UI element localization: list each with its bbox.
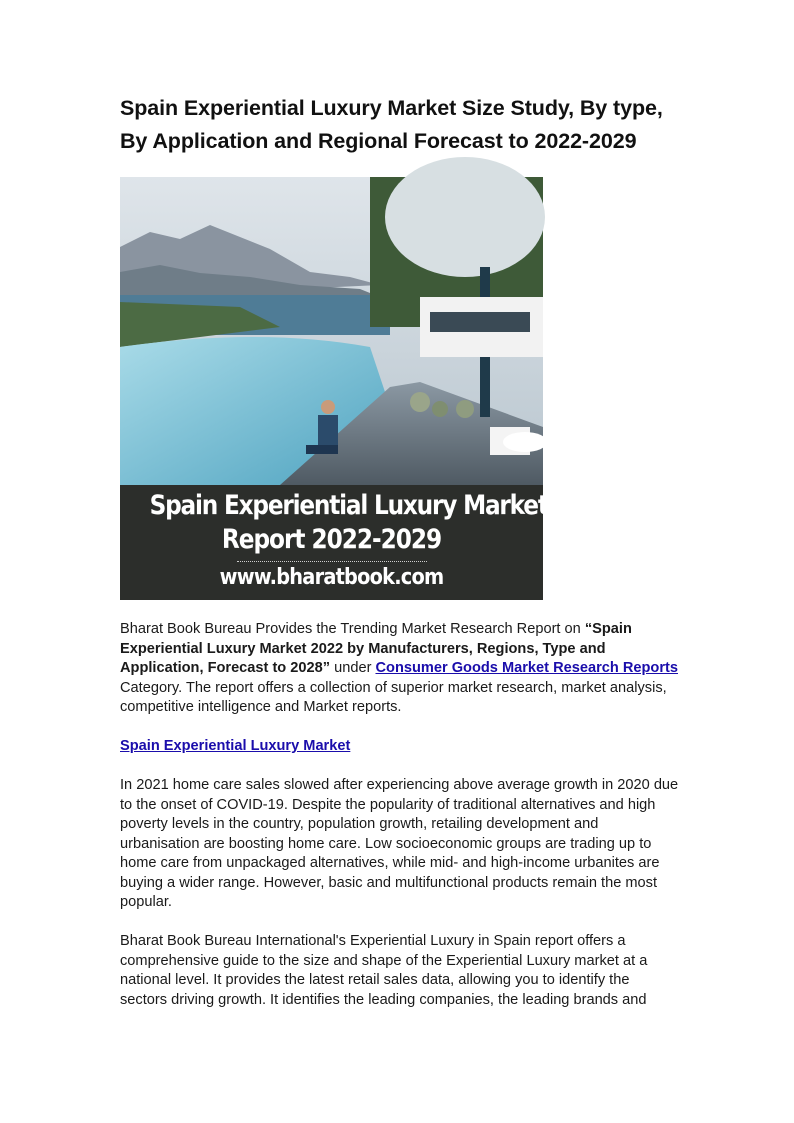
paragraph-3: Bharat Book Bureau International's Experiential Luxury in Spain report offers a comprehensive guide to the size and shape of the Experiential Luxury market at a national level. It provides the latest retail sales data, allowing you to identify the sectors driving growth. It identifies the leading companies, the leading brands and (120, 933, 648, 1008)
section-link-paragraph (120, 737, 680, 757)
hero-caption (120, 485, 666, 600)
hero-caption-line2: Report 2022-2029 (221, 524, 442, 555)
report-name: “Spain Experiential Luxury Market 2022 by Manufacturers, Regions, Type and Application, Forecast to 2028” (120, 621, 632, 676)
intro-lead: Bharat Book Bureau Provides the Trending Market Research Report on (120, 621, 585, 637)
hero-caption-url: www.bharatbook.com (219, 565, 444, 590)
dome-structure (385, 157, 545, 277)
document-header (120, 92, 680, 158)
villa-windows (430, 312, 530, 332)
intro-under: under (330, 660, 376, 676)
intro-tail: Category. The report offers a collection of superior market research, market analysis, competitive intelligence and Market reports. (120, 679, 667, 715)
side-table (503, 432, 547, 452)
caption-divider (237, 561, 427, 562)
person-legs (306, 445, 338, 454)
person-torso (318, 415, 338, 449)
section-link[interactable]: Spain Experiential Luxury Market (120, 738, 351, 754)
shrub (456, 400, 474, 418)
category-link[interactable]: Consumer Goods Market Research Reports (375, 660, 678, 676)
paragraph-2: In 2021 home care sales slowed after experiencing above average growth in 2020 due to the onset of COVID-19. Despite the popularity of traditional alternatives and high poverty levels in the country, population growth, retailing development and urbanisation are boosting home care. Low socioeconomic groups are trading up to home care from unpackaged alternatives, while mid- and high-income urbanites are buying a wider range. However, basic and multifunctional products remain the most popular. (120, 777, 679, 910)
person-head (321, 400, 335, 414)
hero-caption-line1: Spain Experiential Luxury Market Research (149, 490, 666, 521)
hero-photo (120, 177, 543, 485)
document-title-line2: By Application and Regional Forecast to 2022-2029 (120, 129, 637, 153)
document-title (120, 92, 680, 158)
hero-image (120, 177, 666, 600)
document-title-line1: Spain Experiential Luxury Market Size Study, By type, (120, 96, 663, 120)
document-body (120, 620, 680, 1030)
shrub (432, 401, 448, 417)
intro-paragraph (120, 620, 680, 718)
shrub (410, 392, 430, 412)
